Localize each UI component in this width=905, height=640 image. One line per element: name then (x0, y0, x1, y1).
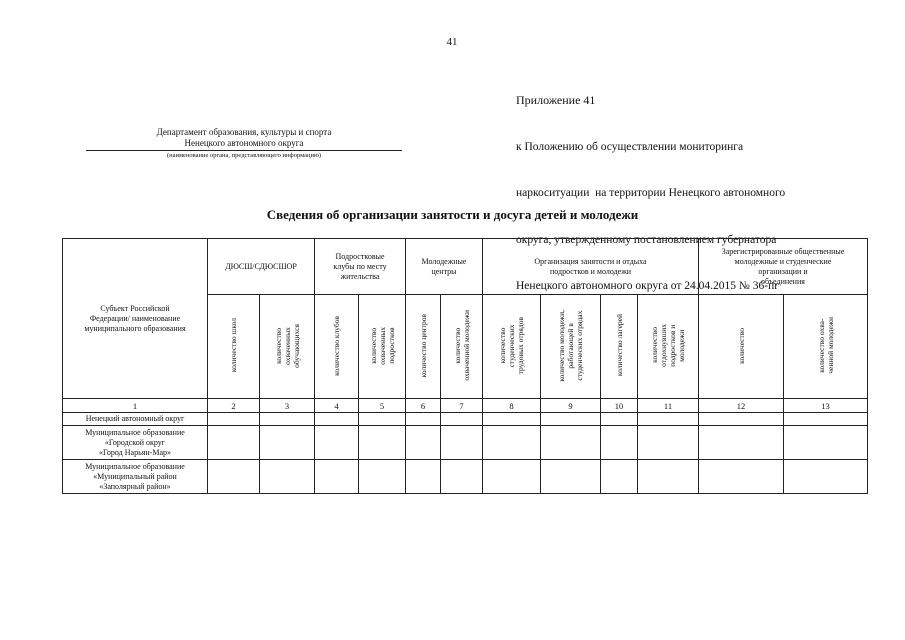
table-cell (315, 460, 359, 494)
table-cell (441, 413, 483, 426)
column-header: количество отдохнувших подростков и молодежи (638, 295, 699, 399)
column-number: 12 (699, 399, 784, 413)
group-header: ДЮСШ/СДЮСШОР (208, 239, 315, 295)
table-cell (784, 460, 868, 494)
table-cell (359, 460, 406, 494)
table-cell (784, 426, 868, 460)
appendix-line: округа, утвержденному постановлением губернатора (516, 233, 777, 246)
table-cell (638, 413, 699, 426)
column-number: 8 (483, 399, 541, 413)
table-cell (315, 413, 359, 426)
table-row (63, 413, 868, 426)
table-cell (260, 413, 315, 426)
appendix-line: Ненецкого автономного округа от 24.04.2015 № 36-пг (516, 280, 779, 292)
table-cell (699, 460, 784, 494)
appendix-title: Приложение 41 (516, 93, 596, 107)
table-cell (406, 426, 441, 460)
table-cell (601, 426, 638, 460)
table-cell (601, 460, 638, 494)
column-header: количество охваченных обучающихся (260, 295, 315, 399)
document-title: Сведения об организации занятости и досуга детей и молодежи (266, 207, 639, 222)
column-number: 1 (63, 399, 208, 413)
table-row (63, 426, 868, 460)
appendix-line: наркоситуации на территории Ненецкого автономного (516, 187, 786, 199)
column-number: 4 (315, 399, 359, 413)
column-header: количество (699, 295, 784, 399)
department-note: (наименование органа, представляющего информацию) (166, 152, 322, 159)
column-header: количество охваченной молодежи (441, 295, 483, 399)
department-line: Ненецкого автономного округа (184, 138, 304, 148)
department-block (86, 127, 402, 160)
table-cell (483, 413, 541, 426)
table-cell (541, 413, 601, 426)
group-header: Молодежные центры (406, 239, 483, 295)
table-cell (406, 460, 441, 494)
row-label: Муниципальное образование «Городской округ «Город Нарьян-Мар» (63, 426, 208, 460)
table-cell (638, 460, 699, 494)
column-number: 9 (541, 399, 601, 413)
group-header: Зарегистрированные общественные молодежные и студенческие организации и объединения (699, 239, 868, 295)
table-cell (541, 460, 601, 494)
column-number: 13 (784, 399, 868, 413)
page-number: 41 (446, 36, 458, 48)
table-cell (699, 426, 784, 460)
column-header: количество охваченных подростков (359, 295, 406, 399)
column-number: 5 (359, 399, 406, 413)
column-header: количество молодежи, работающей в студенческих отрядах (541, 295, 601, 399)
table-cell (601, 413, 638, 426)
column-header: количество центров (406, 295, 441, 399)
table-cell (638, 426, 699, 460)
department-line: Департамент образования, культуры и спорта (156, 127, 332, 137)
column-header: количество клубов (315, 295, 359, 399)
table-cell (260, 460, 315, 494)
table-cell (541, 426, 601, 460)
appendix-line: к Положению об осуществлении мониторинга (516, 140, 744, 153)
table-cell (483, 460, 541, 494)
data-table (62, 238, 868, 494)
table-cell (441, 426, 483, 460)
table-cell (406, 413, 441, 426)
table-cell (441, 460, 483, 494)
table-cell (784, 413, 868, 426)
table-cell (699, 413, 784, 426)
table-cell (208, 413, 260, 426)
table-cell (208, 426, 260, 460)
table-cell (260, 426, 315, 460)
table-cell (359, 413, 406, 426)
group-header: Подростковые клубы по месту жительства (315, 239, 406, 295)
table-cell (315, 426, 359, 460)
column-header: количество лагерей (601, 295, 638, 399)
table-row (63, 460, 868, 494)
table-cell (208, 460, 260, 494)
column-header: количество студенческих трудовых отрядов (483, 295, 541, 399)
column-header: количество охва- ченной молодежи (784, 295, 868, 399)
subject-header: Субъект Российской Федерации/ наименование муниципального образования (63, 239, 208, 399)
group-header: Организация занятости и отдыха подростков и молодежи (483, 239, 699, 295)
column-number: 3 (260, 399, 315, 413)
table-cell (483, 426, 541, 460)
row-label: Муниципальное образование «Муниципальный район «Заполярный район» (63, 460, 208, 494)
column-number: 10 (601, 399, 638, 413)
column-number: 2 (208, 399, 260, 413)
row-label: Ненецкий автономный округ (63, 413, 208, 426)
column-number: 7 (441, 399, 483, 413)
table-cell (359, 426, 406, 460)
column-number: 11 (638, 399, 699, 413)
column-number: 6 (406, 399, 441, 413)
column-header: количество школ (208, 295, 260, 399)
